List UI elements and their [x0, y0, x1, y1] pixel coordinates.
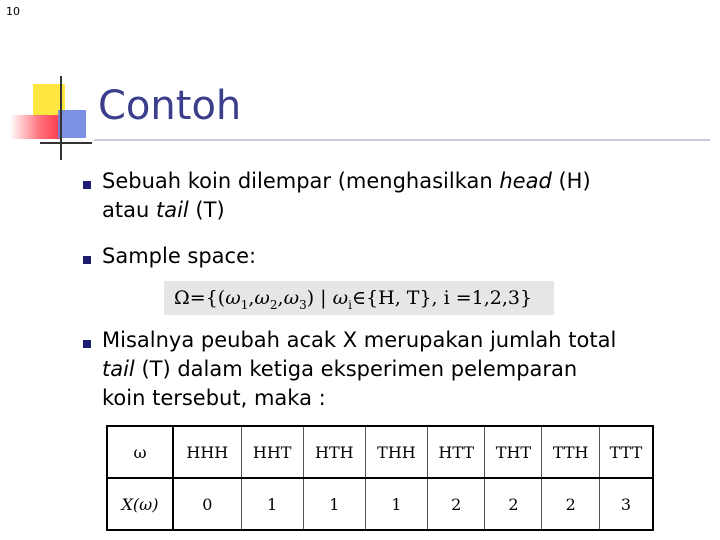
table-cell-outcome: HTH — [303, 426, 365, 478]
table-cell-outcome: TTH — [542, 426, 599, 478]
table-cell-outcome: THT — [485, 426, 542, 478]
random-variable-table — [106, 425, 654, 531]
table-cell-value: 2 — [428, 478, 485, 530]
table-cell-value: 1 — [303, 478, 365, 530]
table-row-outcomes — [107, 426, 653, 478]
table-cell-value: 2 — [485, 478, 542, 530]
table-header-x: X(ω) — [107, 478, 173, 530]
decorative-logo — [0, 0, 110, 170]
table-cell-value: 1 — [241, 478, 303, 530]
table-cell-value: 2 — [542, 478, 599, 530]
table-cell-value: 1 — [365, 478, 427, 530]
table-cell-outcome: TTT — [599, 426, 653, 478]
bullet-text-2: Sample space: — [102, 244, 257, 268]
table-cell-value: 0 — [173, 478, 241, 530]
table-cell-value: 3 — [599, 478, 653, 530]
slide-number: 10 — [6, 5, 20, 18]
bullet-text-3: Misalnya peubah acak X merupakan jumlah total tail (T) dalam ketiga eksperimen pelemparan koin tersebut, maka : — [102, 328, 617, 410]
table-row-values — [107, 478, 653, 530]
title-underline — [94, 139, 710, 141]
table-header-omega: ω — [107, 426, 173, 478]
slide-title: Contoh — [98, 83, 242, 129]
logo-horizontal-line — [40, 142, 92, 144]
logo-pink-bar — [10, 115, 60, 139]
bullet-marker-3 — [83, 340, 91, 348]
table-cell-outcome: HHH — [173, 426, 241, 478]
bullet-marker-1 — [83, 181, 91, 189]
sample-space-formula: $\Omega=\{(\omega_1,\omega_2,\omega_3)$ | $\omega_i\in\{H$, T}, i =1,2,3} — [164, 281, 554, 315]
table-cell-outcome: HTT — [428, 426, 485, 478]
bullet-text-1: Sebuah koin dilempar (menghasilkan head (H) atau tail (T) — [102, 169, 591, 222]
table-cell-outcome: HHT — [241, 426, 303, 478]
logo-blue-square — [58, 110, 86, 138]
logo-vertical-line — [60, 76, 62, 160]
bullet-marker-2 — [83, 256, 91, 264]
table-cell-outcome: THH — [365, 426, 427, 478]
